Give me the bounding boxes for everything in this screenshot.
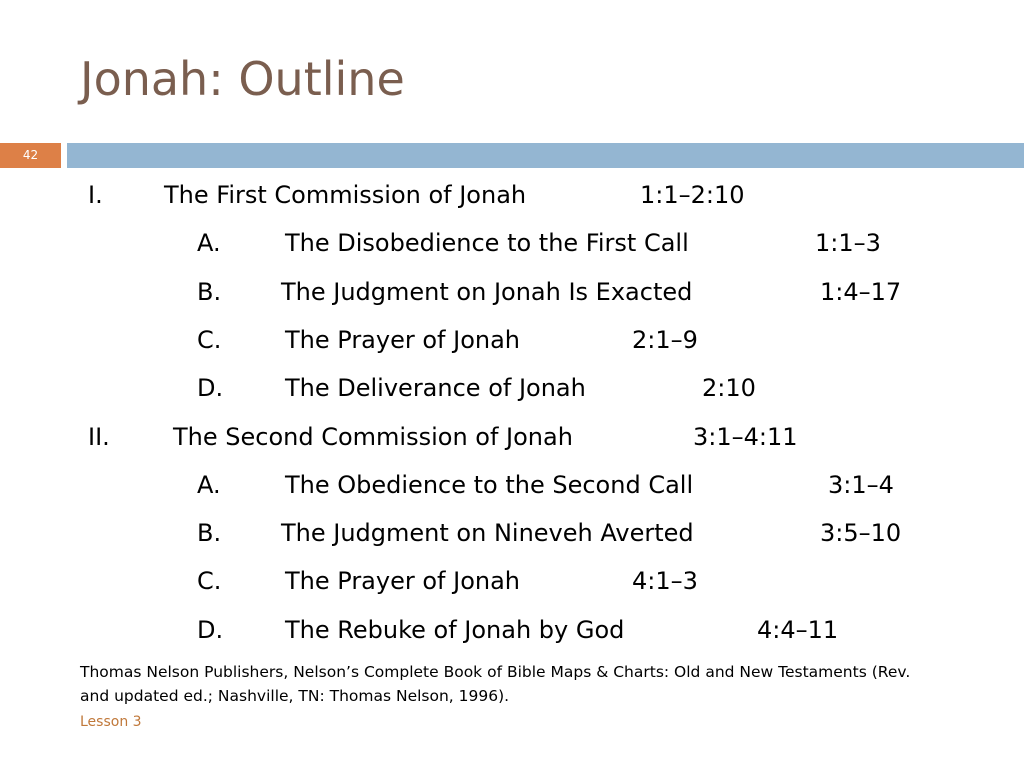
outline-text: The Judgment on Nineveh Averted [281, 519, 694, 547]
outline-ref: 1:4–17 [820, 278, 902, 306]
outline-marker: A. [197, 229, 221, 257]
outline-ref: 3:1–4:11 [693, 423, 798, 451]
outline-ref: 4:1–3 [632, 567, 698, 595]
citation: Thomas Nelson Publishers, Nelson’s Complete Book of Bible Maps & Charts: Old and New Testaments (Rev. and updated ed.; Nashville, TN: Thomas Nelson, 1996). [80, 663, 911, 705]
outline-ref: 4:4–11 [757, 616, 839, 644]
outline-ref: 2:1–9 [632, 326, 698, 354]
slide-number: 42 [22, 148, 39, 162]
outline-marker: D. [197, 616, 224, 644]
outline-marker: B. [197, 278, 222, 306]
outline-marker: II. [88, 423, 110, 451]
outline-ref: 2:10 [702, 374, 756, 402]
outline-text: The Disobedience to the First Call [285, 229, 689, 257]
outline-text: The Deliverance of Jonah [285, 374, 586, 402]
outline-ref: 3:1–4 [828, 471, 894, 499]
footer-label: Lesson 3 [80, 714, 142, 730]
outline-text: The Prayer of Jonah [285, 326, 521, 354]
outline-marker: B. [197, 519, 222, 547]
outline-text: The Second Commission of Jonah [173, 423, 573, 451]
outline-marker: C. [197, 326, 222, 354]
outline-marker: A. [197, 471, 221, 499]
outline-marker: D. [197, 374, 224, 402]
outline-ref: 1:1–3 [815, 229, 881, 257]
outline-text: The First Commission of Jonah [164, 181, 527, 209]
slide-number-badge [0, 143, 61, 168]
slide-title: Jonah: Outline [80, 52, 405, 106]
outline-text: The Obedience to the Second Call [285, 471, 694, 499]
header-bar [67, 143, 1024, 168]
outline-text: The Rebuke of Jonah by God [285, 616, 625, 644]
outline-marker: I. [88, 181, 103, 209]
outline-ref: 3:5–10 [820, 519, 902, 547]
outline-text: The Judgment on Jonah Is Exacted [281, 278, 693, 306]
outline-marker: C. [197, 567, 222, 595]
outline-text: The Prayer of Jonah [285, 567, 521, 595]
outline-ref: 1:1–2:10 [640, 181, 745, 209]
